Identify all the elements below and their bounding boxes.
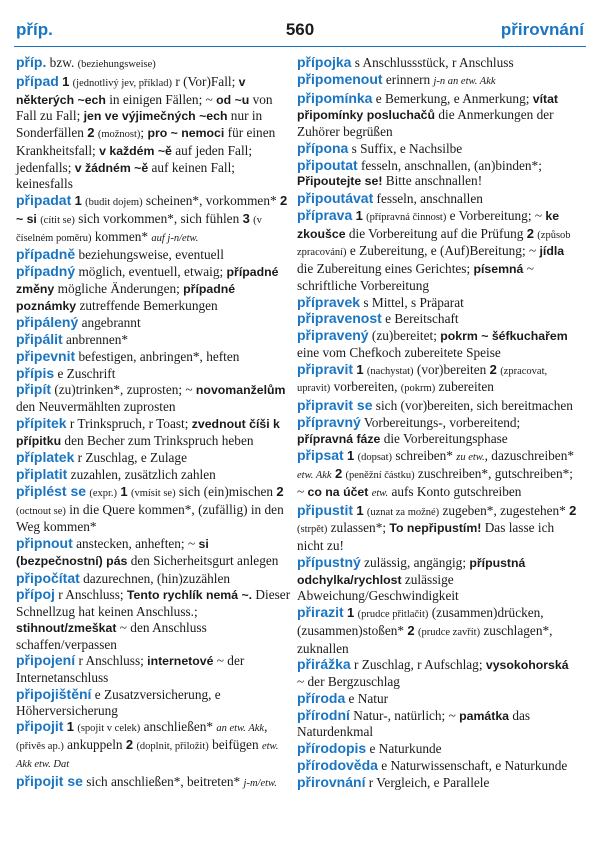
translation: auf keinen Fall; keinesfalls <box>16 159 235 192</box>
translation: ~ schriftliche Vorbereitung <box>297 261 534 293</box>
phrase: To nepřipustím! <box>389 521 482 536</box>
translation: sich anschließen*, beitreten* <box>82 773 244 789</box>
phrase: případné změny <box>16 265 279 296</box>
usage-note: (uznat za možné) <box>366 506 440 518</box>
translation: e Bemerkung, e Anmerkung; <box>372 90 533 106</box>
headword: připojit se <box>16 772 83 789</box>
usage-note: (cítit se) <box>40 214 75 226</box>
translation: vorbereiten, <box>330 379 401 395</box>
dictionary-entry <box>297 448 577 501</box>
translation: r Zuschlag, r Aufschlag; <box>350 657 486 673</box>
translation: den Neuvermählten zuprosten <box>16 399 176 414</box>
translation: schreiben* <box>392 448 457 464</box>
dictionary-entry <box>297 362 577 398</box>
sense-number: 2 <box>489 361 497 377</box>
translation: die Anmerkungen der Zuhörer begrüßen <box>297 107 554 139</box>
translation: befestigen, anbringen*, heften <box>75 348 240 364</box>
right-running-headword: přirovnání <box>500 20 584 39</box>
usage-note: (nachystat) <box>366 365 414 377</box>
headword: přirážka <box>297 656 351 673</box>
translation: r Anschluss; <box>54 587 127 603</box>
dictionary-entry <box>297 72 577 90</box>
headword: připravit se <box>297 397 373 413</box>
dictionary-entry <box>297 158 577 191</box>
translation: von Fall zu Fall; <box>16 91 273 124</box>
dictionary-entry <box>16 774 293 792</box>
usage-note: (strpět) <box>297 524 328 536</box>
dictionary-entry <box>297 398 577 414</box>
phrase: jen ve výjimečných ~ech <box>83 109 228 124</box>
usage-note: (v číselném poměru) <box>16 214 262 244</box>
dictionary-entry <box>297 328 577 361</box>
phrase: zvednout číši k přípitku <box>16 416 280 448</box>
headword: připomenout <box>297 70 383 87</box>
headword: příplatek <box>16 449 75 466</box>
headword: připojení <box>16 652 76 669</box>
translation: e Zuschrift <box>54 365 116 381</box>
translation: zubereiten <box>435 379 494 395</box>
translation: anbrennen* <box>62 332 129 347</box>
phrase: co na účet <box>307 484 369 499</box>
translation: e Naturkunde <box>366 741 442 756</box>
usage-note: (vmísit se) <box>130 487 176 499</box>
phrase: Připoutejte se! <box>297 174 383 189</box>
headword: připravit <box>297 360 354 377</box>
phrase: v žádném ~ě <box>74 160 149 175</box>
dictionary-entry <box>297 691 577 707</box>
dictionary-entry <box>16 719 293 772</box>
page-number: 560 <box>285 20 315 39</box>
grammar-note: an etw. Akk <box>216 723 265 735</box>
translation: (zu)trinken*, zuprosten; ~ <box>51 382 196 398</box>
translation: für einen Krankheitsfall; <box>16 125 276 158</box>
dictionary-entry <box>297 758 577 774</box>
phrase: si (bezpečnostní) pás <box>16 537 209 568</box>
sense-number: 2 <box>87 125 95 140</box>
grammar-note: j-m/etw. <box>243 777 277 789</box>
sense-number: 1 <box>356 502 364 518</box>
translation: ~ der Bergzuschlag <box>297 674 400 689</box>
translation: r Anschluss; <box>75 653 148 669</box>
dictionary-entry <box>16 687 293 719</box>
usage-note: (způsob zpracování) <box>297 229 571 259</box>
phrase: pokrm ~ šéfkuchařem <box>440 329 568 343</box>
translation: r Zuschlag, e Zulage <box>74 450 187 466</box>
headword: přípis <box>16 364 55 381</box>
dictionary-entry <box>297 657 577 690</box>
headword: přípoj <box>16 586 55 603</box>
translation: anstecken, anheften; ~ <box>72 536 199 551</box>
translation: r (Vor)Fall; <box>172 73 239 89</box>
translation: aufs Konto gutschreiben <box>388 483 522 499</box>
headword: připevnit <box>16 347 76 364</box>
headword: připoutávat <box>297 190 374 206</box>
translation: angebrannt <box>78 315 141 331</box>
dictionary-entry <box>297 55 577 71</box>
translation: zuschlagen*, zuknallen <box>297 622 553 656</box>
dictionary-entry <box>16 571 293 587</box>
translation: beifügen <box>208 737 262 752</box>
translation: erinnern <box>382 71 434 87</box>
headword: připočítat <box>16 569 80 586</box>
translation: e Zusatzversicherung, e Höherversicherung <box>16 686 221 718</box>
translation: e Naturwissenschaft, e Naturkunde <box>377 757 568 773</box>
headword: připálit <box>16 331 63 347</box>
usage-note: (octnout se) <box>16 505 66 517</box>
headword: přípona <box>297 139 349 156</box>
translation: s Suffix, e Nachsilbe <box>348 140 463 156</box>
usage-note: (beziehungsweise) <box>77 59 156 70</box>
usage-note: (pokrm) <box>400 383 436 395</box>
translation: r Trinkspruch, r Toast; <box>66 415 192 431</box>
dictionary-entry <box>16 536 293 570</box>
translation: auf jeden Fall; jedenfalls; <box>16 142 253 175</box>
headword: příprava <box>297 206 353 223</box>
dictionary-entry <box>16 653 293 686</box>
phrase: případné poznámky <box>16 281 236 313</box>
headword: případně <box>16 246 76 263</box>
dictionary-entry <box>297 741 577 757</box>
dictionary-entry <box>16 450 293 466</box>
translation: zulässige Abweichung/Geschwindigkeit <box>297 571 459 604</box>
translation: mögliche Änderungen; <box>54 280 184 296</box>
phrase: přípustná odchylka/rychlost <box>297 555 526 587</box>
translation: zulassen*; <box>327 520 390 536</box>
sense-number: 1 <box>74 193 82 208</box>
translation: ~ den Anschluss schaffen/verpassen <box>16 619 207 652</box>
headword: přípravný <box>297 413 361 430</box>
dictionary-entry <box>297 708 577 741</box>
translation: die Vorbereitung auf die Prüfung <box>345 225 527 241</box>
headword: připálený <box>16 314 79 331</box>
dictionary-entry <box>16 332 293 348</box>
usage-note: (dopsat) <box>357 452 392 464</box>
headword: případ <box>16 72 59 89</box>
headword: připoutat <box>297 156 358 173</box>
usage-note: (prudce přitlačit) <box>357 609 429 620</box>
translation: fesseln, anschnallen, (an)binden*; <box>357 157 542 173</box>
dictionary-entry <box>16 74 293 192</box>
dictionary-entry <box>16 247 293 263</box>
translation: e Natur <box>345 690 389 706</box>
usage-note: (budit dojem) <box>85 197 143 208</box>
usage-note: (přípravná činnost) <box>366 211 447 223</box>
page-header <box>14 20 586 46</box>
translation: (zu)bereitet; <box>368 328 441 343</box>
headword: připnout <box>16 535 73 551</box>
dictionary-entry <box>16 416 293 450</box>
grammar-note: j-n an etw. Akk <box>433 75 496 87</box>
dictionary-entry <box>297 605 577 656</box>
phrase: v každém ~ě <box>99 143 172 158</box>
translation: eine vom Chefkoch zubereitete Speise <box>297 344 501 360</box>
headword: přípojka <box>297 54 352 70</box>
translation: sich (ein)mischen <box>175 483 277 499</box>
headword: připlatit <box>16 466 68 482</box>
dictionary-entry <box>16 264 293 314</box>
usage-note: (zpracovat, upravit) <box>297 365 548 395</box>
headword: případný <box>16 263 76 279</box>
usage-note: (prudce zavřít) <box>417 626 481 638</box>
phrase: internetové <box>147 654 214 669</box>
sense-number: 2 <box>334 466 343 481</box>
dictionary-entry <box>16 315 293 331</box>
headword: přírodní <box>297 706 350 723</box>
headword: připomínka <box>297 89 373 106</box>
grammar-note: etw. <box>371 487 389 499</box>
translation: zuschreiben*, gutschreiben*; ~ <box>297 466 573 499</box>
usage-note: (možnost) <box>97 129 141 140</box>
translation: ~ der Internetanschluss <box>16 653 245 685</box>
translation: fesseln, anschnallen <box>373 191 483 206</box>
headword: přípitek <box>16 414 67 431</box>
usage-note: (přivěs ap.) <box>16 741 64 752</box>
translation: e Bereitschaft <box>381 311 459 327</box>
translation: die Zubereitung eines Gerichtes; <box>297 261 474 276</box>
dictionary-entry <box>16 467 293 483</box>
dictionary-entry <box>16 349 293 365</box>
translation: zutreffende Bemerkungen <box>76 297 218 313</box>
grammar-note: etw. Akk <box>297 470 332 481</box>
usage-note: (jednotlivý jev, příklad) <box>72 77 173 89</box>
phrase: v některých ~ech <box>16 74 246 107</box>
sense-number: 1 <box>62 73 70 89</box>
phrase: Tento rychlík nemá ~. <box>126 588 253 603</box>
translation: zuzahlen, zusätzlich zahlen <box>67 467 216 482</box>
translation: s Mittel, s Präparat <box>360 294 464 310</box>
translation: das Naturdenkmal <box>297 707 531 740</box>
dictionary-entry <box>297 295 577 311</box>
translation: zulässig, angängig; <box>360 554 470 570</box>
sense-number: 2 <box>276 483 284 499</box>
headword: přirazit <box>297 604 344 620</box>
sense-number: 1 <box>66 719 74 735</box>
phrase: od ~u <box>216 92 250 107</box>
dictionary-entry <box>16 587 293 652</box>
translation: (vor)bereiten <box>413 361 490 377</box>
phrase: písemná <box>473 262 524 276</box>
sense-number: 1 <box>355 207 363 223</box>
headword: přirovnání <box>297 773 366 790</box>
phrase: vítat připomínky posluchačů <box>297 91 559 123</box>
sense-number: 1 <box>120 483 128 499</box>
translation: den Becher zum Trinkspruch heben <box>61 432 254 448</box>
usage-note: (peněžní částku) <box>345 470 415 481</box>
translation: nur in Sonderfällen <box>16 108 263 140</box>
header-rule <box>14 46 586 47</box>
phrase: pro ~ nemoci <box>147 126 225 140</box>
translation: e Vorbereitung; ~ <box>446 207 546 223</box>
phrase: památka <box>459 708 510 723</box>
sense-number: 3 <box>242 210 250 226</box>
grammar-note: auf j-n/etw. <box>151 232 199 244</box>
translation: Das lasse ich nicht zu! <box>297 520 555 553</box>
dictionary-entry <box>297 141 577 157</box>
translation: ankuppeln <box>63 737 126 752</box>
right-column <box>297 55 577 791</box>
left-running-headword: příp. <box>16 20 53 39</box>
headword: připojištění <box>16 685 92 702</box>
headword: připustit <box>297 501 353 518</box>
sense-number: 2 <box>526 225 534 241</box>
translation: Vorbereitungs-, vorbereitend; <box>360 414 521 430</box>
dictionary-entry <box>297 191 577 207</box>
headword: příp. <box>16 54 47 70</box>
headword: připravený <box>297 327 369 343</box>
translation: zugeben*, zugestehen* <box>439 502 570 518</box>
translation: scheinen*, vorkommen* <box>142 193 280 208</box>
headword: připít <box>16 381 51 398</box>
translation: beziehungsweise, eventuell <box>75 247 224 263</box>
usage-note: (doplnit, přiložit) <box>136 741 209 752</box>
translation: den Sicherheitsgurt anlegen <box>127 552 279 568</box>
dictionary-entry <box>16 55 293 73</box>
sense-number: 2 <box>125 737 134 752</box>
translation: e Zubereitung, e (Auf)Bereitung; ~ <box>346 243 540 259</box>
translation: in die Quere kommen*, (zufällig) in den Weg kommen* <box>16 501 284 535</box>
sense-number: 1 <box>356 361 364 377</box>
translation: Natur-, natürlich; ~ <box>349 707 460 723</box>
phrase: ~ si <box>16 211 37 226</box>
phrase: ke zkoušce <box>297 208 560 241</box>
translation: möglich, eventuell, etwaig; <box>75 264 227 279</box>
dictionary-entry <box>297 91 577 140</box>
sense-number: 1 <box>347 448 355 464</box>
translation: bzw. <box>46 55 78 70</box>
headword: přípravek <box>297 293 361 310</box>
phrase: vysokohorská <box>485 658 569 673</box>
dictionary-entry <box>16 193 293 246</box>
translation: r Vergleich, e Parallele <box>365 774 490 790</box>
usage-note: (expr.) <box>89 487 118 499</box>
translation: sich vorkommen*, sich fühlen <box>74 210 243 226</box>
phrase: přípravná fáze <box>297 431 381 446</box>
dictionary-entry <box>16 366 293 382</box>
dictionary-entry <box>297 311 577 327</box>
dictionary-entry <box>297 555 577 604</box>
dictionary-entry <box>297 208 577 294</box>
dictionary-entry <box>16 484 293 535</box>
headword: příroda <box>297 689 346 706</box>
sense-number: 1 <box>347 605 355 620</box>
translation: Dieser Schnellzug hat keinen Anschluss.; <box>16 587 291 619</box>
dictionary-entry <box>297 775 577 791</box>
translation: , dazuschreiben* <box>484 448 574 464</box>
headword: připojit <box>16 718 64 735</box>
grammar-note: zu etw. <box>456 452 485 464</box>
translation: ; <box>140 125 148 140</box>
headword: připadat <box>16 192 72 208</box>
translation: sich (vor)bereiten, sich bereitmachen <box>372 398 573 413</box>
translation: anschließen* <box>140 719 217 735</box>
sense-number: 2 <box>407 622 415 638</box>
headword: připsat <box>297 447 344 464</box>
dictionary-entry <box>297 415 577 448</box>
translation: dazurechnen, (hin)zuzählen <box>79 570 231 586</box>
sense-number: 2 <box>279 193 288 208</box>
usage-note: (spojit v celek) <box>77 723 141 735</box>
headword: přírodopis <box>297 740 367 756</box>
headword: připlést se <box>16 482 87 499</box>
headword: připravenost <box>297 310 382 327</box>
translation: s Anschlussstück, r Anschluss <box>351 55 514 70</box>
phrase: stihnout/zmeškat <box>16 620 117 635</box>
left-column <box>16 55 293 792</box>
translation: kommen* <box>91 228 152 244</box>
dictionary-entry <box>297 503 577 554</box>
translation: , <box>264 719 268 735</box>
dictionary-entry <box>16 382 293 415</box>
translation: in einigen Fällen; ~ <box>105 91 217 107</box>
phrase: novomanželům <box>195 383 286 398</box>
headword: přípustný <box>297 553 361 570</box>
translation: (zusammen)drücken, (zusammen)stoßen* <box>297 605 544 638</box>
translation: die Vorbereitungsphase <box>380 430 508 446</box>
phrase: jídla <box>539 244 565 259</box>
translation: Bitte anschnallen! <box>382 173 483 189</box>
grammar-note: etw. Akk etw. Dat <box>16 741 279 770</box>
sense-number: 2 <box>569 502 577 518</box>
headword: přírodověda <box>297 756 378 773</box>
